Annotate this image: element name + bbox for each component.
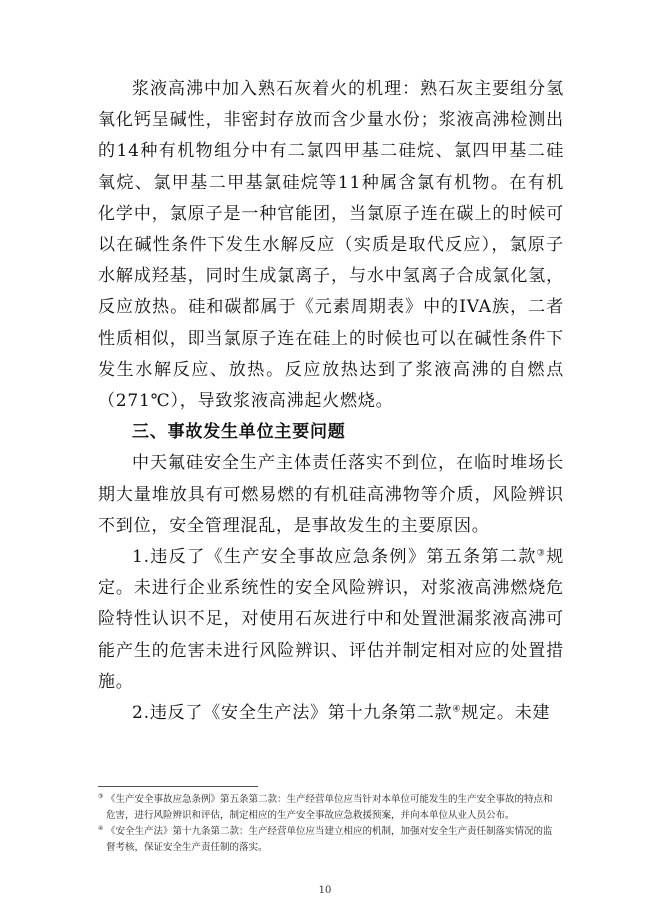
paragraph-mechanism: 浆液高沸中加入熟石灰着火的机理：熟石灰主要组分氢氧化钙呈碱性，非密封存放而含少量水份；浆液高沸检测出的14种有机物组分中有二氯四甲基二硅烷、氯四甲基二硅氧烷、氯甲基二甲基氯硅烷等11种属含氯有机物。在有机化学中，氯原子是一种官能团，当氯原子连在碳上的时候可以在碱性条件下发生水解反应（实质是取代反应），氯原子水解成羟基，同时生成氯离子，与水中氢离子合成氯化氢，反应放热。硅和碳都属于《元素周期表》中的IVA族，二者性质相似，即当氯原子连在硅上的时候也可以在碱性条件下发生水解反应、放热。反应放热达到了浆液高沸的自燃点（271℃），导致浆液高沸起火燃烧。 — [98, 79, 564, 412]
violation-1-text-a: 1.违反了《生产安全事故应急条例》第五条第二款 — [132, 547, 537, 568]
footnotes — [98, 792, 560, 856]
footnote-text: 《生产安全事故应急条例》第五条第二款：生产经营单位应当针对本单位可能发生的生产安全事故的特点和危害，进行风险辨识和评估，制定相应的生产安全事故应急救援预案，并向本单位从业人员公布。 — [106, 794, 553, 821]
footnote-ref-3[interactable]: ③ — [536, 548, 547, 559]
violation-1-text-b: 规定。未进行企业系统性的安全风险辨识，对浆液高沸燃烧危险特性认识不足，对使用石灰进行中和处置泄漏浆液高沸可能产生的危害未进行风险辨识、评估并制定相对应的处置措施。 — [98, 547, 564, 692]
paragraph-main-cause: 中天氟硅安全生产主体责任落实不到位，在临时堆场长期大量堆放具有可燃易燃的有机硅高沸物等介质，风险辨识不到位，安全管理混乱，是事故发生的主要原因。 — [98, 453, 564, 536]
violation-2-text-b: 规定。未建 — [461, 703, 551, 724]
violation-2-text-a: 2.违反了《安全生产法》第十九条第二款 — [132, 703, 453, 724]
footnote-text: 《安全生产法》第十九条第二款：生产经营单位应当建立相应的机制，加强对安全生产责任制落实情况的监督考核，保证安全生产责任制的落实。 — [106, 826, 553, 853]
footnote-ref-4[interactable]: ④ — [452, 704, 462, 715]
footnote-3 — [98, 792, 560, 824]
footnote-mark: ③ — [98, 793, 104, 800]
paragraph-violation-1 — [98, 542, 564, 698]
page-number: 10 — [318, 885, 332, 896]
footnote-mark: ④ — [98, 825, 104, 832]
paragraph-violation-2 — [98, 698, 564, 729]
section-heading: 三、事故发生单位主要问题 — [132, 422, 346, 443]
footnote-divider — [98, 786, 258, 787]
footnote-4 — [98, 824, 560, 856]
body-text — [98, 74, 564, 729]
